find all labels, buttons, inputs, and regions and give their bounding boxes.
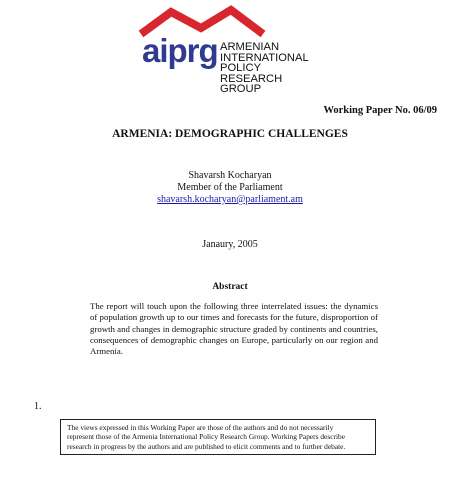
logo-name-line: INTERNATIONAL — [220, 51, 309, 64]
disclaimer-line: The views expressed in this Working Paper are those of the authors and do not necessarily — [67, 423, 334, 432]
disclaimer-line: represent those of the Armenia International Policy Research Group. Working Papers describe — [67, 432, 345, 442]
abstract-text: The report will touch upon the following three interrelated issues: the dynamics of population growth up to our times and forecasts for the future, disproportion of growth and changes in demographic structure graded by continents and countries, consequences of demographic changes on Europe, particularly on our region and Armenia. — [90, 301, 378, 357]
logo-wordmark: aiprg — [142, 32, 218, 69]
disclaimer-box — [60, 419, 376, 455]
abstract-heading: Abstract — [212, 282, 248, 292]
document-title: ARMENIA: DEMOGRAPHIC CHALLENGES — [112, 128, 348, 140]
author-block — [0, 170, 460, 206]
publication-date: Janaury, 2005 — [202, 239, 258, 250]
author-name: Shavarsh Kocharyan — [188, 170, 272, 181]
logo-organization-name — [220, 42, 309, 95]
logo-name-line: POLICY — [220, 62, 262, 75]
disclaimer-line: research in progress by the authors and are published to elicit comments and to further debate. — [67, 441, 346, 451]
working-paper-number: Working Paper No. 06/09 — [323, 105, 437, 116]
logo-name-line: RESEARCH — [220, 72, 283, 85]
aiprg-logo — [135, 4, 335, 94]
author-role: Member of the Parliament — [177, 182, 283, 193]
logo-name-line: GROUP — [220, 83, 262, 96]
section-number: 1. — [34, 401, 42, 412]
logo-name-line: ARMENIAN — [220, 41, 280, 53]
author-email-link[interactable]: shavarsh.kocharyan@parliament.am — [157, 194, 303, 205]
